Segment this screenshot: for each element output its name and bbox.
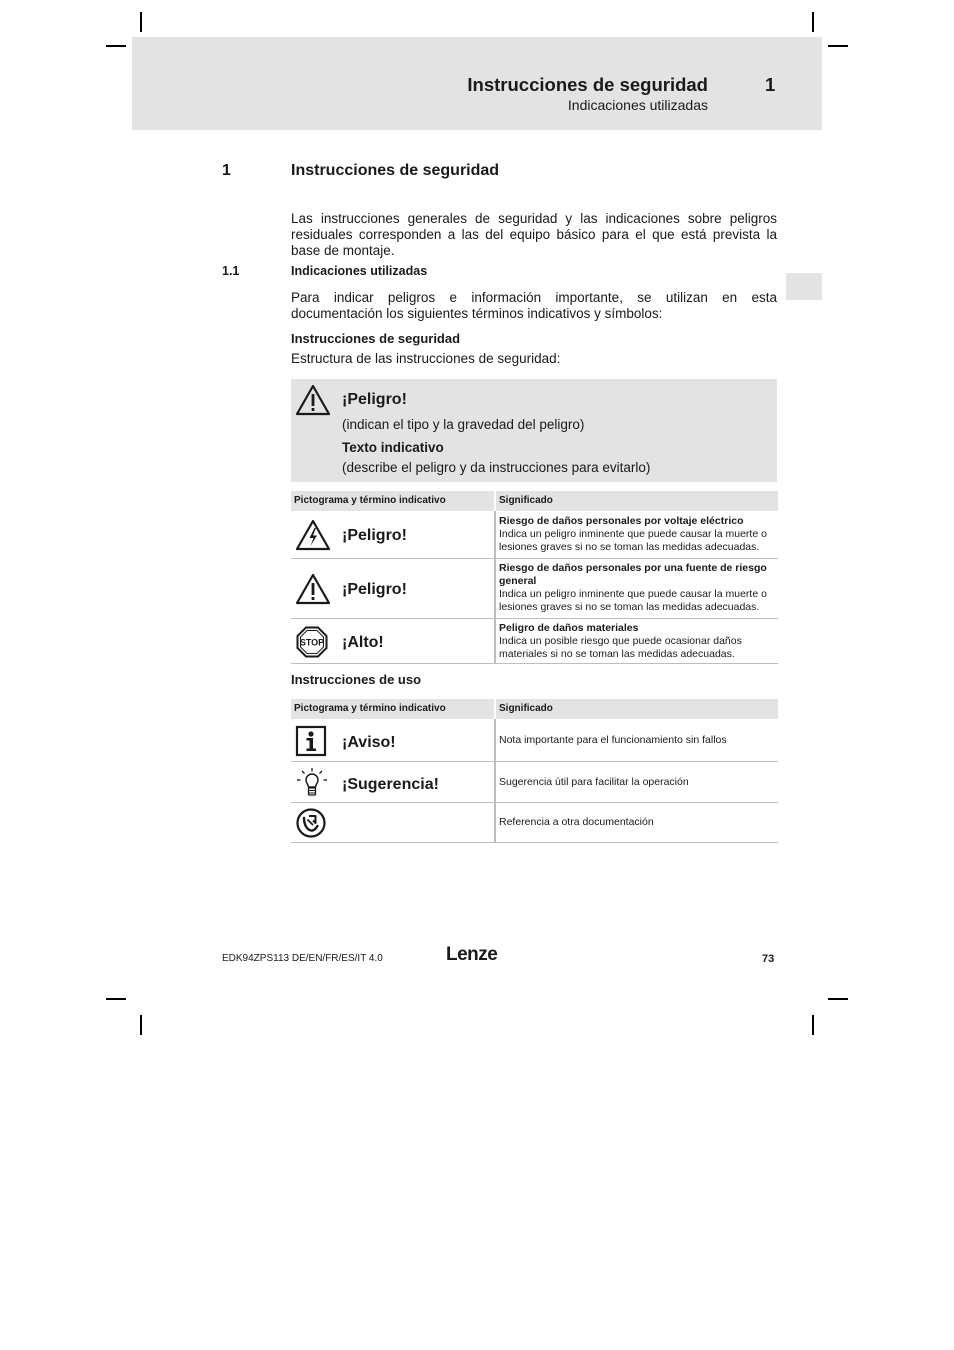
- subsection-title: Indicaciones utilizadas: [291, 264, 428, 278]
- row-description: [499, 562, 775, 614]
- table-row: [291, 719, 778, 762]
- row-description: [499, 515, 775, 554]
- row-title: Riesgo de daños personales por una fuente de riesgo general: [499, 562, 767, 587]
- lightbulb-icon: [295, 767, 329, 804]
- table-row: [291, 619, 778, 664]
- header-title: Instrucciones de seguridad: [467, 74, 708, 95]
- row-term: ¡Peligro!: [342, 581, 407, 598]
- table-header-col2: Significado: [499, 703, 553, 714]
- crop-mark: [812, 1015, 814, 1035]
- row-text: Indica un peligro inminente que puede causar la muerte o lesiones graves si no se toman las medidas adecuadas.: [499, 588, 767, 613]
- section-intro: Las instrucciones generales de seguridad y las indicaciones sobre peligros residuales corresponden a las del equipo básico para el que está prevista la base de montaje.: [291, 211, 777, 258]
- safety-structure-box: [291, 379, 777, 482]
- row-description: [499, 622, 775, 661]
- usage-table: [291, 699, 778, 843]
- chapter-tab: [786, 273, 822, 300]
- row-text: Indica un peligro inminente que puede causar la muerte o lesiones graves si no se toman las medidas adecuadas.: [499, 528, 767, 553]
- table-row: [291, 762, 778, 803]
- section-number: 1: [222, 162, 231, 179]
- page-number: 73: [762, 953, 775, 965]
- row-text: Nota importante para el funcionamiento sin fallos: [499, 734, 727, 746]
- row-title: Riesgo de daños personales por voltaje eléctrico: [499, 515, 744, 527]
- stop-icon: [295, 626, 329, 663]
- row-text: Indica un posible riesgo que puede ocasionar daños materiales si no se toman las medidas adecuadas.: [499, 635, 742, 660]
- electric-hazard-icon: [295, 519, 331, 557]
- safety-structure-label: Estructura de las instrucciones de seguridad:: [291, 351, 561, 366]
- table-header: [291, 491, 778, 511]
- subsection-intro: Para indicar peligros e información importante, se utilizan en esta documentación los siguientes términos indicativos y símbolos:: [291, 290, 777, 321]
- subsection-number: 1.1: [222, 264, 240, 278]
- row-term: ¡Sugerencia!: [342, 776, 439, 793]
- lenze-logo: Lenze: [446, 944, 498, 965]
- box-text-label: Texto indicativo: [342, 440, 444, 455]
- info-icon: [295, 725, 327, 762]
- general-hazard-icon: [295, 573, 331, 611]
- table-row: [291, 511, 778, 559]
- crop-mark: [140, 1015, 142, 1035]
- row-term: ¡Alto!: [342, 634, 384, 651]
- box-term-note: (indican el tipo y la gravedad del peligro): [342, 417, 585, 432]
- row-term: ¡Aviso!: [342, 734, 396, 751]
- crop-mark: [812, 12, 814, 32]
- row-title: Peligro de daños materiales: [499, 622, 639, 634]
- table-header-col1: Pictograma y término indicativo: [294, 703, 446, 714]
- table-header-col2: Significado: [499, 495, 553, 506]
- box-term: ¡Peligro!: [342, 391, 407, 408]
- header-chapter-number: 1: [765, 74, 776, 95]
- crop-mark: [140, 12, 142, 32]
- row-text: Sugerencia útil para facilitar la operación: [499, 776, 689, 788]
- safety-heading: Instrucciones de seguridad: [291, 331, 461, 346]
- section-title: Instrucciones de seguridad: [291, 162, 500, 179]
- safety-table: [291, 491, 778, 664]
- header-subtitle: Indicaciones utilizadas: [567, 97, 708, 113]
- crop-mark: [828, 45, 848, 47]
- reference-icon: [295, 807, 327, 844]
- crop-mark: [828, 998, 848, 1000]
- table-row: [291, 559, 778, 619]
- crop-mark: [106, 998, 126, 1000]
- row-text: Referencia a otra documentación: [499, 816, 654, 828]
- usage-heading: Instrucciones de uso: [291, 672, 422, 687]
- crop-mark: [106, 45, 126, 47]
- table-row: [291, 803, 778, 843]
- row-term: ¡Peligro!: [342, 527, 407, 544]
- footer-doc-id: EDK94ZPS113 DE/EN/FR/ES/IT 4.0: [222, 953, 383, 964]
- box-text-note: (describe el peligro y da instrucciones para evitarlo): [342, 460, 651, 475]
- table-header: [291, 699, 778, 719]
- stop-icon-text: STOP: [299, 637, 325, 648]
- general-hazard-icon: [295, 384, 331, 422]
- table-header-col1: Pictograma y término indicativo: [294, 495, 446, 506]
